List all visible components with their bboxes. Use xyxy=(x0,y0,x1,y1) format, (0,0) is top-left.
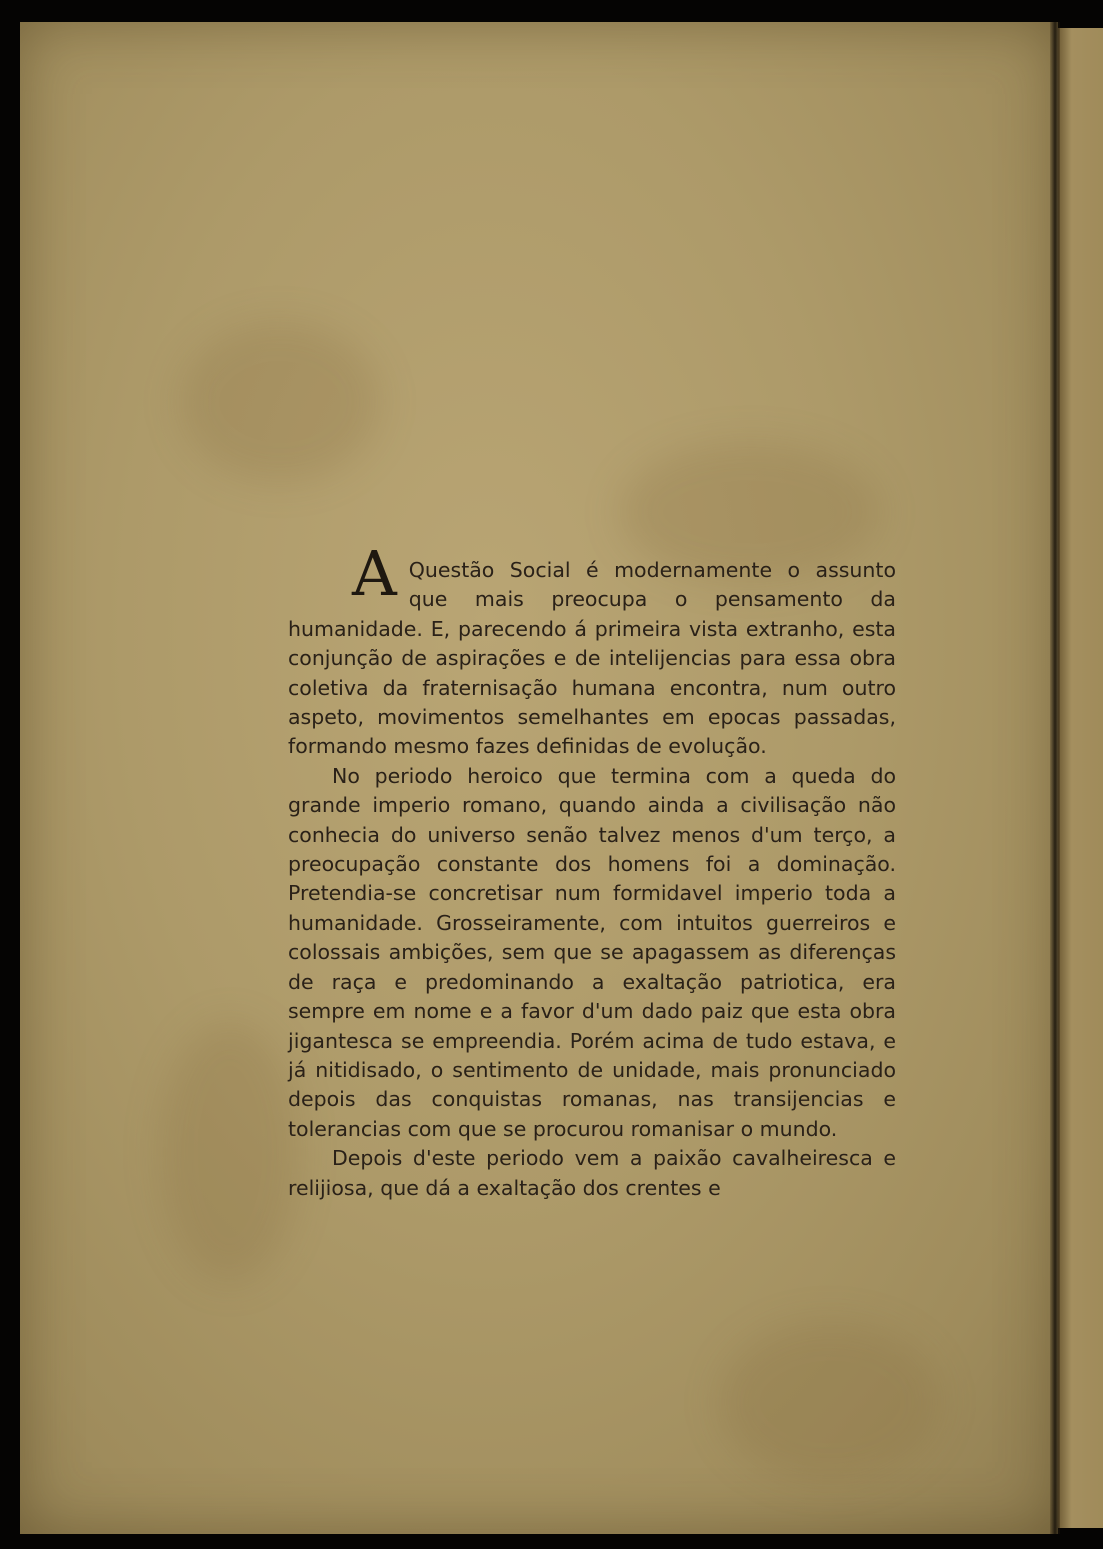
paragraph-3 xyxy=(288,1144,896,1203)
body-text xyxy=(288,537,896,1203)
paragraph-text: Questão Social é modernamente o assunto que mais preocupa o pensamento da humanidade. E, parecendo á primeira vista extranho, esta conjunção de aspirações e de intelijencias para essa obra coletiva da fraternisação humana encontra, num outro aspeto, movimentos semelhantes em epocas passadas, formando mesmo fazes definidas de evolução. xyxy=(288,558,896,759)
drop-cap: A xyxy=(352,537,397,610)
paragraph-2 xyxy=(288,762,896,1144)
paragraph-text: Depois d'este periodo vem a paixão cavalheiresca e relijiosa, que dá a exaltação dos crentes e xyxy=(288,1146,896,1200)
facing-page-edge xyxy=(1058,28,1103,1528)
paper-stain xyxy=(160,1022,300,1282)
paragraph-text: No periodo heroico que termina com a queda do grande imperio romano, quando ainda a civilisação não conhecia do universo senão talvez menos d'um terço, a preocupação constante dos homens foi a dominação. Pretendia-se concretisar num formidavel imperio toda a humanidade. Grosseiramente, com intuitos guerreiros e colossais ambições, sem que se apagassem as diferenças de raça e predominando a exaltação patriotica, era sempre em nome e a favor d'um dado paiz que esta obra jigantesca se empreendia. Porém acima de tudo estava, e já nitidisado, o sentimento de unidade, mais pronunciado depois das conquistas romanas, nas transijencias e tolerancias com que se procurou romanisar o mundo. xyxy=(288,763,896,1141)
paper-stain xyxy=(180,322,380,482)
paragraph-1 xyxy=(288,537,896,762)
paper-stain xyxy=(720,1322,940,1482)
binding-fold xyxy=(1050,22,1060,1534)
